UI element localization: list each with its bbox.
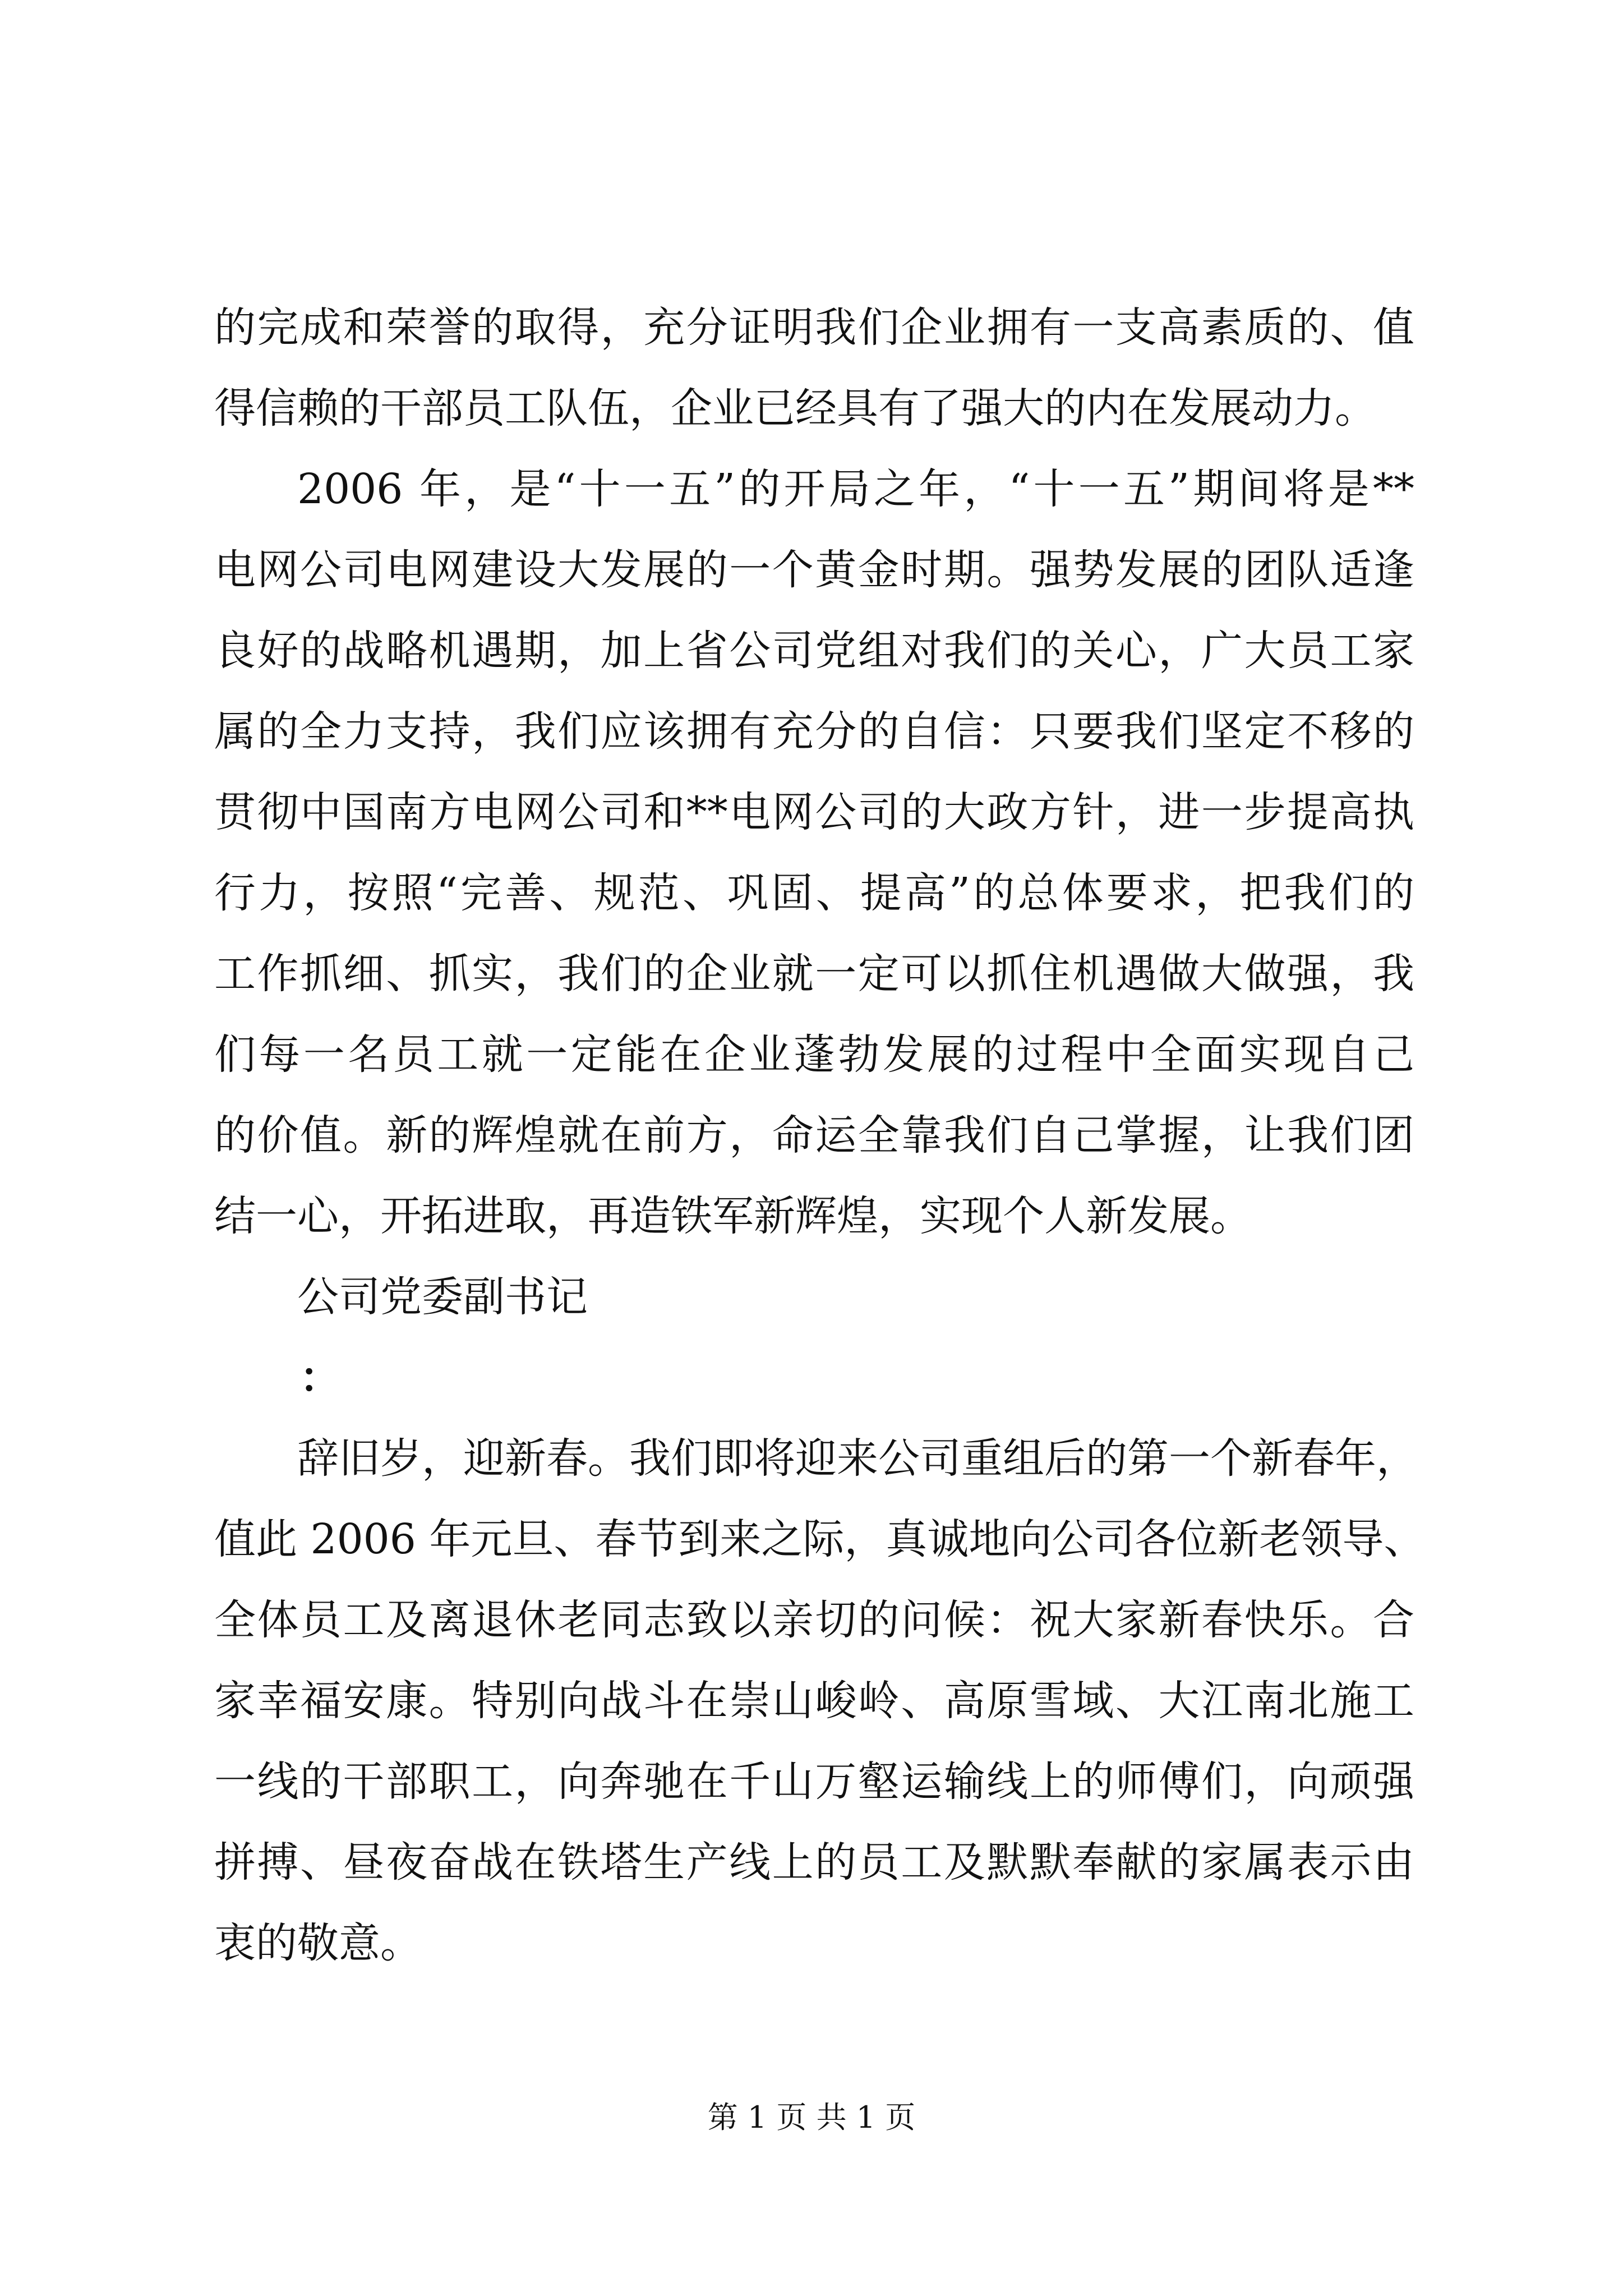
page-footer: 第 1 页 共 1 页 <box>707 2100 916 2135</box>
text-line: 工作抓细、抓实，我们的企业就一定可以抓住机遇做大做强，我 <box>214 950 1414 998</box>
text-line: 的价值。新的辉煌就在前方，命运全靠我们自己掌握，让我们团 <box>214 1111 1414 1159</box>
text-line: 结一心，开拓进取，再造铁军新辉煌，实现个人新发展。 <box>214 1192 1252 1240</box>
text-line: 2006 年，是“十一五”的开局之年，“十一五”期间将是** <box>297 465 1414 513</box>
text-line: 一线的干部职工，向奔驰在千山万壑运输线上的师傅们，向顽强 <box>214 1757 1414 1806</box>
text-line: 值此 2006 年元旦、春节到来之际，真诚地向公司各位新老领导、 <box>214 1515 1426 1563</box>
text-line: 贯彻中国南方电网公司和**电网公司的大政方针，进一步提高执 <box>214 788 1414 836</box>
text-line: 电网公司电网建设大发展的一个黄金时期。强势发展的团队适逢 <box>214 546 1414 594</box>
text-line: 良好的战略机遇期，加上省公司党组对我们的关心，广大员工家 <box>214 627 1414 675</box>
text-line: 得信赖的干部员工队伍，企业已经具有了强大的内在发展动力。 <box>214 384 1376 432</box>
text-line: 家幸福安康。特别向战斗在崇山峻岭、高原雪域、大江南北施工 <box>214 1677 1414 1725</box>
text-line: 们每一名员工就一定能在企业蓬勃发展的过程中全面实现自己 <box>214 1030 1414 1079</box>
signature-title: 公司党委副书记 <box>297 1273 588 1321</box>
text-line: 属的全力支持，我们应该拥有充分的自信：只要我们坚定不移的 <box>214 707 1414 756</box>
text-line: 拼搏、昼夜奋战在铁塔生产线上的员工及默默奉献的家属表示由 <box>214 1838 1414 1887</box>
document-body <box>214 287 1426 1984</box>
salutation-colon: ： <box>299 1354 341 1402</box>
text-line: 行力，按照“完善、规范、巩固、提高”的总体要求，把我们的 <box>214 869 1414 917</box>
text-line: 全体员工及离退休老同志致以亲切的问候：祝大家新春快乐。合 <box>214 1596 1414 1644</box>
text-line: 辞旧岁，迎新春。我们即将迎来公司重组后的第一个新春年， <box>297 1434 1418 1483</box>
text-line: 衷的敬意。 <box>214 1919 422 1967</box>
text-line: 的完成和荣誉的取得，充分证明我们企业拥有一支高素质的、值 <box>214 303 1414 352</box>
